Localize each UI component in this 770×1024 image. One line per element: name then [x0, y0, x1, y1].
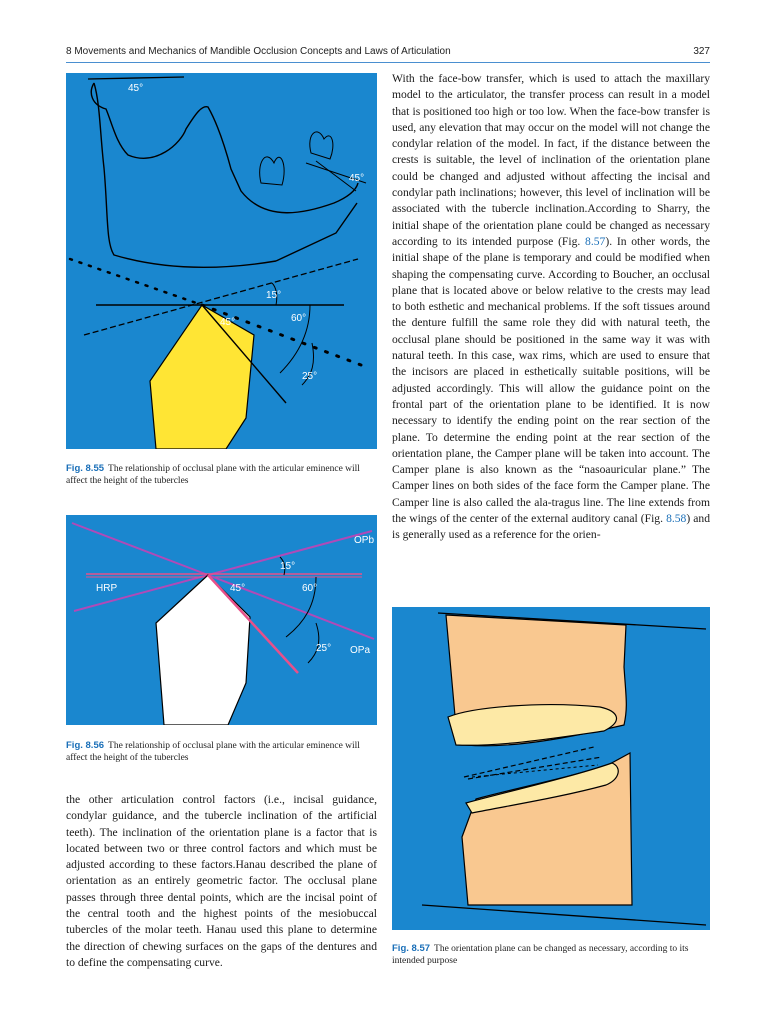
- figure-8-56-label: Fig. 8.56: [66, 740, 105, 751]
- tooth-shape: [150, 305, 254, 449]
- right-column-text: [392, 71, 710, 544]
- chapter-title: 8 Movements and Mechanics of Mandible Occlusion Concepts and Laws of Articulation: [66, 46, 451, 57]
- angle-label-45-top: 45°: [128, 83, 144, 94]
- upper-base: [448, 705, 616, 746]
- left-column-text: [66, 792, 377, 971]
- page-number: 327: [693, 46, 710, 57]
- angle-label-60: 60°: [291, 313, 307, 324]
- figure-8-55-caption: [66, 463, 377, 487]
- label-opa: OPa: [350, 645, 371, 656]
- plane-line-opa-left: [72, 523, 208, 575]
- angle-label-45: 45°: [230, 583, 246, 594]
- figure-8-56: [66, 515, 377, 725]
- fig-8-57-link[interactable]: 8.57: [585, 234, 606, 248]
- right-paragraph: With the face-bow transfer, which is used to attach the maxillary model to the articulator, the transfer process can result in a model that is positioned too high or too low. When the face-bow transfer is used, any elevation that may occur on the model will not change the condylar relation of the model. In fact, if the distance between the crests is suitable, the level of inclination of the orientation plane could be changed and adjusted without affecting the incisal and condylar path inclinations; however, this level of inclination will be associated with the tubercle inclination.According to Sharry, the initial shape of the orientation plane could be changed as necessary according to its intended purpose (Fig. 8.57). In other words, the initial shape of the plane is temporary and could be modified when shaping the compensating curve. According to Boucher, an occlusal plane that is located above or below relative to the crests may lead to both esthetic and mechanical problems. If the soft tissues around the denture fulfill the same role they did with natural teeth, the occlusal plane should be positioned in the same way it was with natural teeth. In this case, wax rims, which are used to ensure that the incisors are placed in esthetically suitable positions, will be adjusted accordingly. This will allow the guidance point on the frontal part of the orientation plane to be identified. It is now necessary to identify the ending point on the rear section of the plane. To determine the ending point at the rear section of the orientation plane, the Camper plane will be taken into account. The Camper plane is also known as the “nasoauricular plane.” The Camper lines on both sides of the face form the Camper plane. The Camper line is also called the ala-tragus line. The line extends from the wings of the center of the external auditory canal (Fig. 8.58) and is generally used as a reference for the orien-: [392, 72, 711, 542]
- tooth-shape: [156, 575, 250, 725]
- figure-8-55-drawing: [66, 73, 377, 449]
- figure-8-56-caption-text: The relationship of occlusal plane with the articular eminence will affect the height of the tubercles: [66, 741, 360, 763]
- figure-8-56-caption: [66, 740, 377, 764]
- figure-8-56-drawing: [66, 515, 377, 725]
- fig-8-58-link[interactable]: 8.58: [666, 512, 687, 526]
- label-opb: OPb: [354, 535, 375, 546]
- figure-8-57-drawing: [392, 607, 710, 930]
- label-hrp: HRP: [96, 583, 118, 594]
- left-paragraph: the other articulation control factors (i.e., incisal guidance, condylar guidance, and the tubercle inclination of the artificial teeth). The inclination of the orientation plane is a factor that is located between two or three control factors and which must be adjusted according to these factors.Hanau described the plane of orientation as an entirely geometric factor. The occlusal plane passes through three dental points, which are the incisal point of the central tooth and the highest points of the mesiobuccal tubercles of the molar teeth. Hanau used this plane to determine the direction of chewing surfaces on the gaps of the dentures and to define the compensating curve.: [66, 793, 377, 969]
- figure-8-57-caption: [392, 943, 710, 967]
- figure-8-57-caption-text: The orientation plane can be changed as necessary, according to its intended purpose: [392, 944, 689, 966]
- angle-label-45-tooth: 45°: [220, 317, 236, 328]
- angle-label-15: 15°: [280, 561, 296, 572]
- figure-8-55: [66, 73, 377, 449]
- figure-8-55-caption-text: The relationship of occlusal plane with the articular eminence will affect the height of the tubercles: [66, 464, 360, 486]
- angle-label-25: 25°: [316, 643, 332, 654]
- header-rule: [66, 62, 710, 63]
- angle-label-60: 60°: [302, 583, 318, 594]
- angle-label-15: 15°: [266, 290, 282, 301]
- page-header: [66, 44, 710, 62]
- figure-8-57-label: Fig. 8.57: [392, 943, 431, 954]
- figure-8-55-label: Fig. 8.55: [66, 463, 105, 474]
- angle-label-45-right: 45°: [349, 173, 365, 184]
- figure-8-57: [392, 607, 710, 930]
- mandible-outline: [91, 83, 358, 213]
- angle-label-25: 25°: [302, 371, 318, 382]
